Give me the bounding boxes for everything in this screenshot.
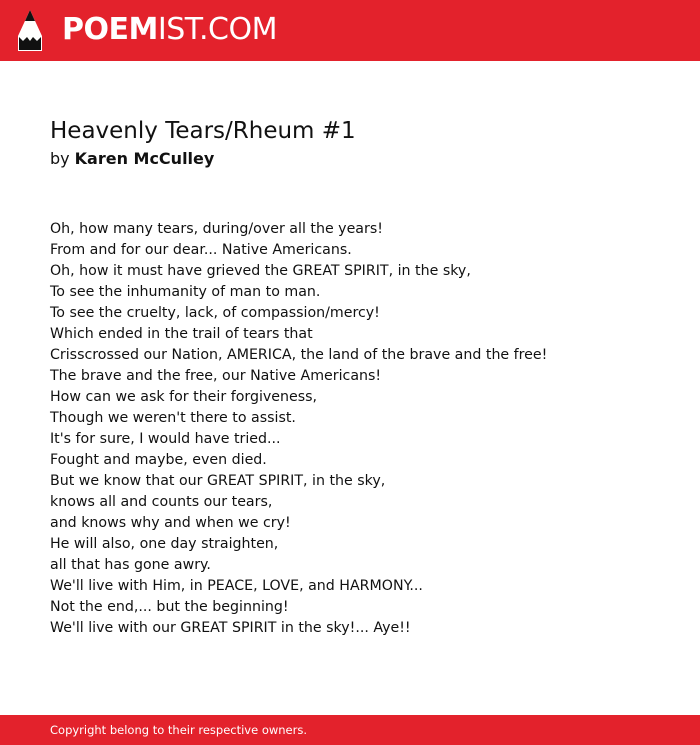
poem-line: Oh, how it must have grieved the GREAT SPIRIT, in the sky, bbox=[50, 263, 471, 279]
poem-line: We'll live with our GREAT SPIRIT in the sky!... Aye!! bbox=[50, 620, 411, 636]
poem-line: It's for sure, I would have tried... bbox=[50, 431, 281, 447]
poem-heading bbox=[50, 115, 660, 171]
poem-line: Which ended in the trail of tears that bbox=[50, 326, 313, 342]
poem-line: We'll live with Him, in PEACE, LOVE, and HARMONY... bbox=[50, 578, 423, 594]
poem-line: But we know that our GREAT SPIRIT, in the sky, bbox=[50, 473, 386, 489]
poem-line: To see the inhumanity of man to man. bbox=[50, 284, 321, 300]
copyright-notice: Copyright belong to their respective owners. bbox=[50, 723, 308, 737]
poem-body bbox=[50, 219, 670, 639]
poem-line: Not the end,... but the beginning! bbox=[50, 599, 289, 615]
poem-line: Crisscrossed our Nation, AMERICA, the land of the brave and the free! bbox=[50, 347, 548, 363]
poem-line: Oh, how many tears, during/over all the years! bbox=[50, 221, 383, 237]
poem-line: How can we ask for their forgiveness, bbox=[50, 389, 318, 405]
poem-line: Though we weren't there to assist. bbox=[50, 410, 296, 426]
poem-line: The brave and the free, our Native Americans! bbox=[50, 368, 382, 384]
site-footer bbox=[0, 715, 700, 745]
site-logo[interactable] bbox=[62, 12, 277, 48]
poem-line: all that has gone awry. bbox=[50, 557, 211, 573]
poem-line: and knows why and when we cry! bbox=[50, 515, 291, 531]
logo-text-bold: POEM bbox=[62, 12, 158, 47]
poem-line: To see the cruelty, lack, of compassion/mercy! bbox=[50, 305, 380, 321]
byline bbox=[50, 147, 660, 171]
poem-title: Heavenly Tears/Rheum #1 bbox=[50, 118, 356, 144]
author-name[interactable]: Karen McCulley bbox=[74, 149, 215, 168]
poem-line: He will also, one day straighten, bbox=[50, 536, 279, 552]
poem-line: Fought and maybe, even died. bbox=[50, 452, 267, 468]
site-header bbox=[0, 0, 700, 61]
by-label: by bbox=[50, 149, 70, 168]
poem-line: knows all and counts our tears, bbox=[50, 494, 273, 510]
pencil-tip-icon bbox=[18, 10, 42, 51]
poem-line: From and for our dear... Native Americans. bbox=[50, 242, 352, 258]
logo-text-light: IST.COM bbox=[157, 12, 277, 47]
